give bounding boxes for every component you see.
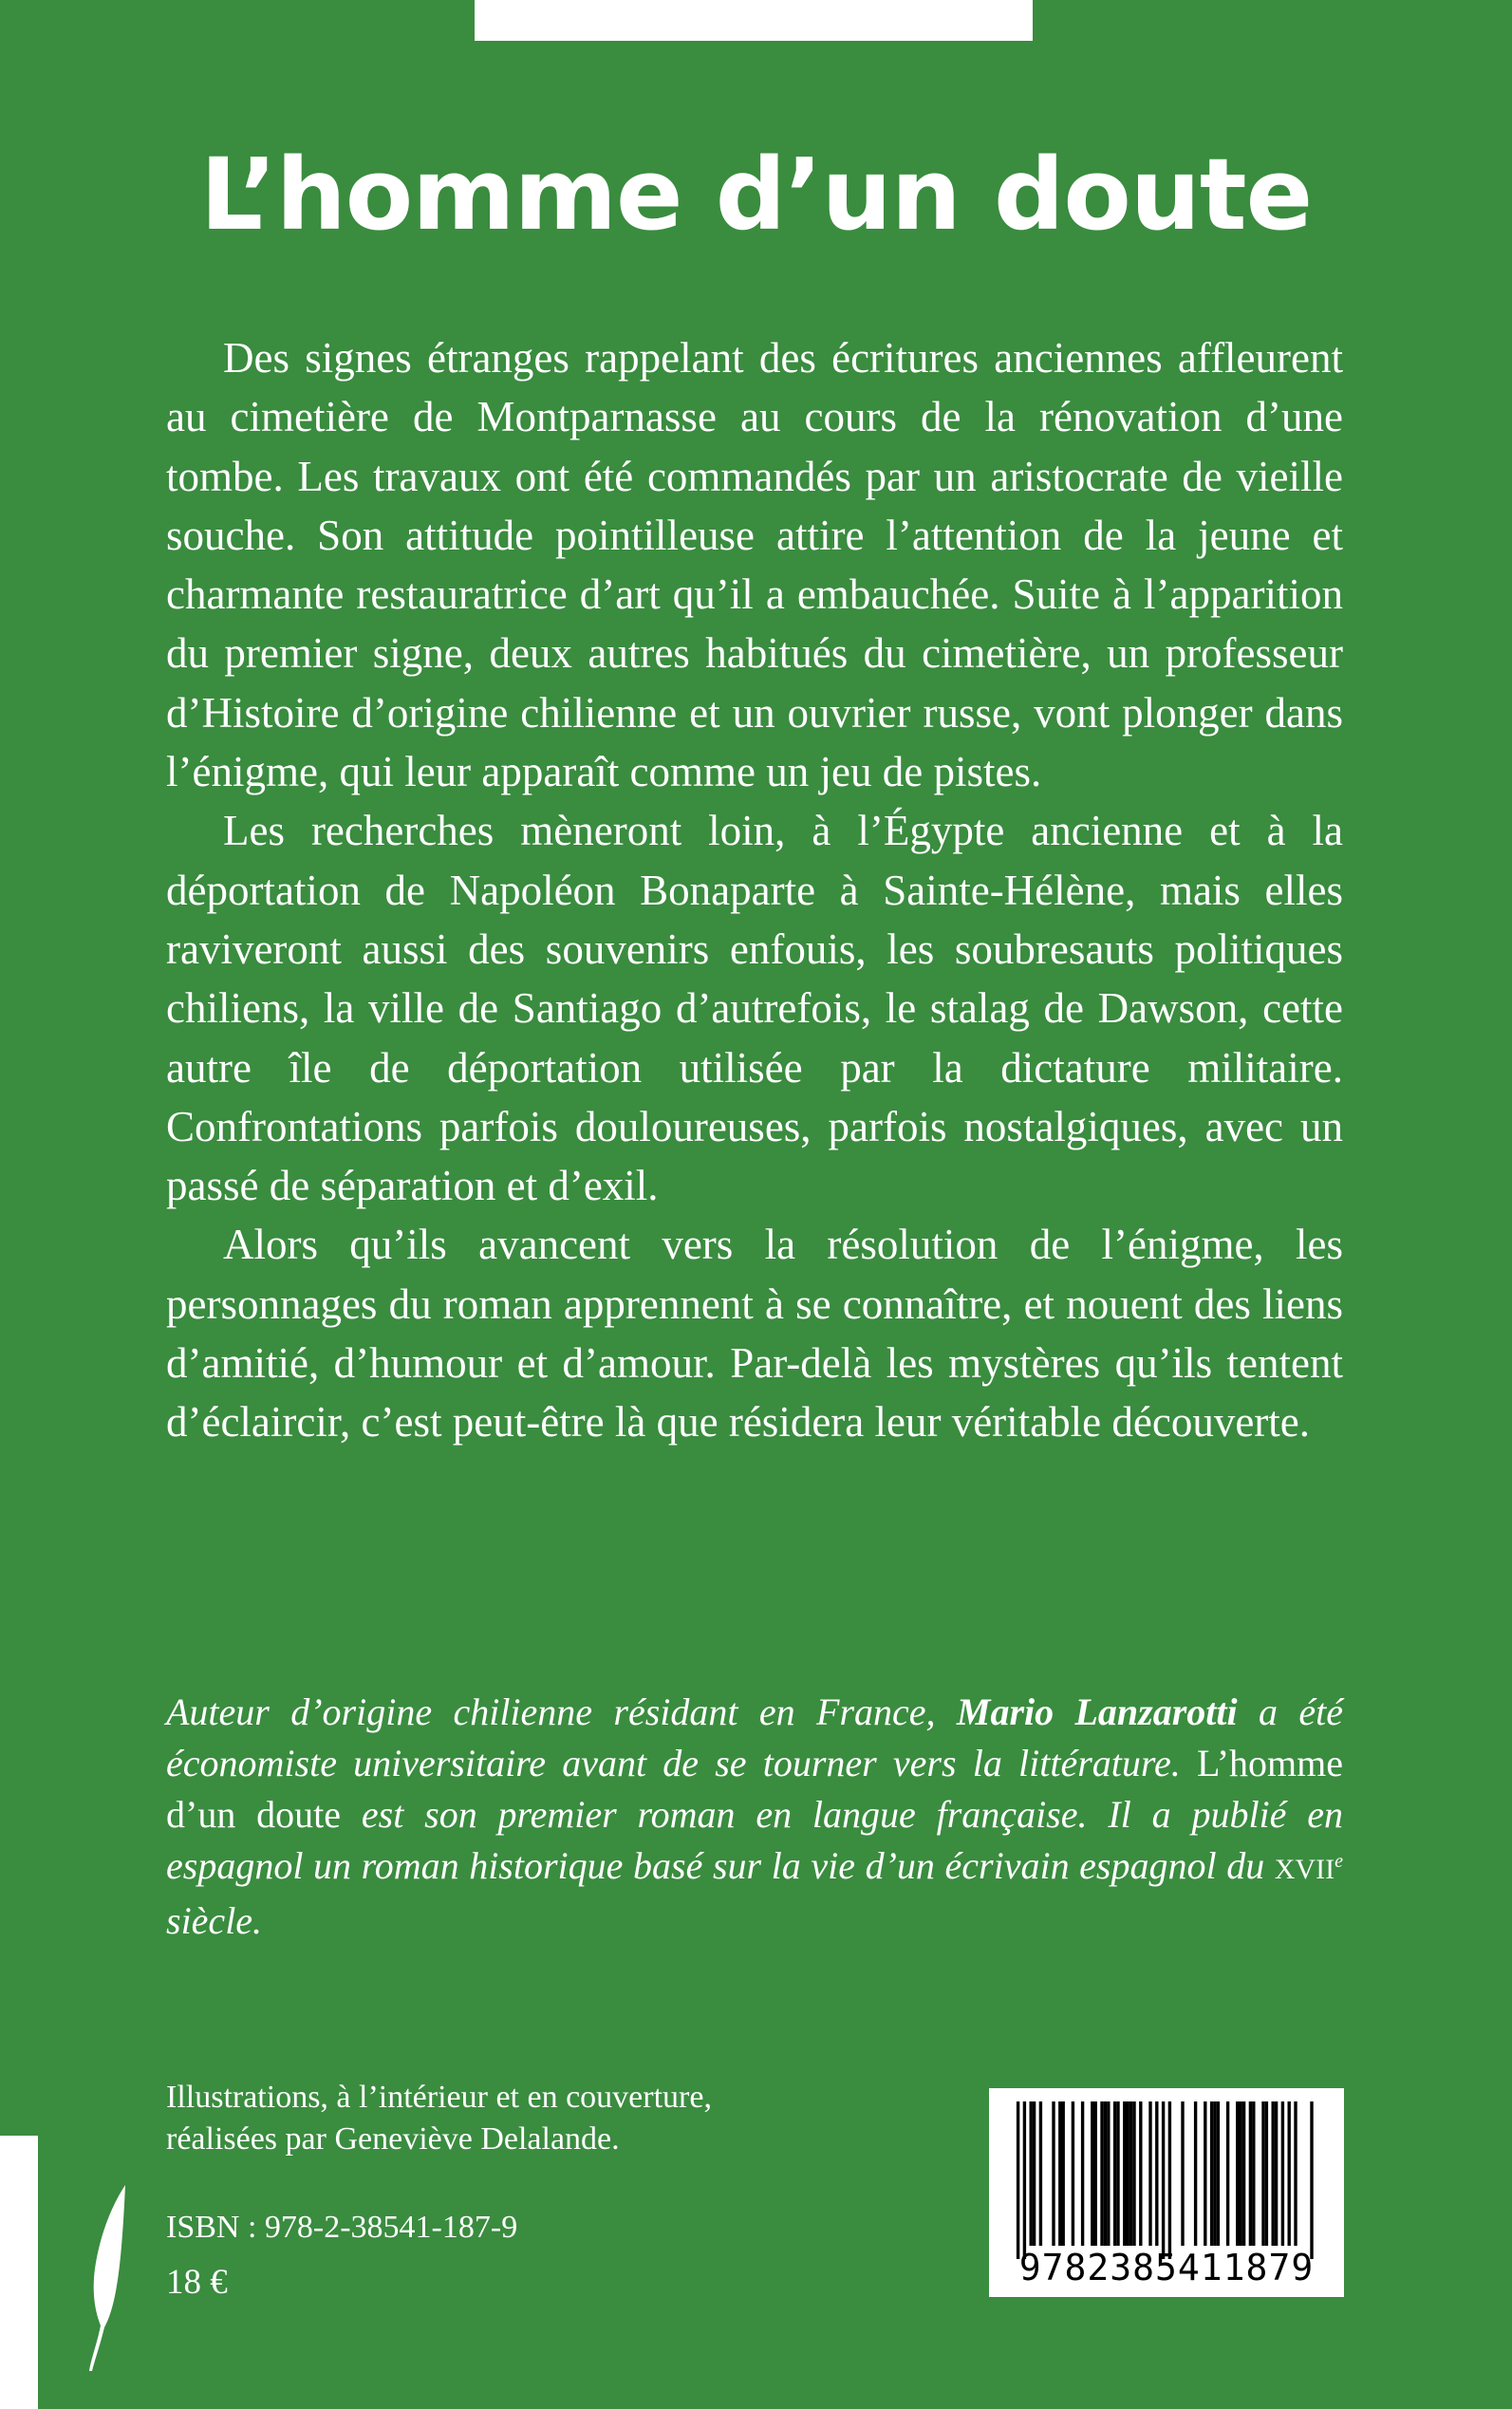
barcode-bar	[1039, 2101, 1042, 2246]
barcode-bar	[1058, 2101, 1061, 2246]
barcode-bar	[1236, 2101, 1239, 2246]
illustration-credits	[166, 2077, 831, 2160]
barcode-bar	[1052, 2101, 1055, 2246]
bio-text: a été économiste universitaire avant de se tourner vers la littérature.	[166, 1690, 1343, 1784]
barcode-bar	[1113, 2101, 1116, 2246]
barcode-bar	[1132, 2101, 1135, 2246]
credits-line: Illustrations, à l’intérieur et en couverture,	[166, 2080, 712, 2115]
bio-text: est son premier roman en langue française. Il a publié en espagnol un roman historique basé sur la vie d’un écrivain espagnol du	[166, 1793, 1344, 1887]
barcode-bar	[1249, 2101, 1252, 2246]
barcode-bar	[1275, 2101, 1278, 2246]
barcode-bar	[1294, 2101, 1297, 2246]
barcode-bar	[1107, 2101, 1110, 2246]
barcode-bar	[1242, 2101, 1245, 2246]
barcode-bar	[1281, 2101, 1284, 2246]
bio-text: Auteur d’origine chilienne résidant en France,	[166, 1690, 957, 1733]
barcode-bar	[1100, 2101, 1103, 2246]
barcode-bar	[1162, 2101, 1165, 2259]
bio-century: XVII	[1274, 1854, 1335, 1885]
barcode-bar	[1261, 2101, 1264, 2246]
barcode-bar	[1033, 2101, 1036, 2246]
bio-century-sup: e	[1335, 1851, 1343, 1872]
barcode-bar	[1023, 2101, 1026, 2259]
barcode-bar	[1062, 2101, 1065, 2246]
summary-paragraph: Des signes étranges rappelant des écritures anciennes affleurent au cimetière de Montparnasse au cours de la rénovation d’une tombe. Les travaux ont été commandés par un aristocrate de vieille souche. Son attitude pointilleuse attire l’attention de la jeune et charmante restauratrice d’art qu’il a embauchée. Suite à l’apparition du premier signe, deux autres habitués du cimetière, un professeur d’Histoire d’origine chilienne et un ouvrier russe, vont plonger dans l’énigme, qui leur apparaît comme un jeu de pistes.	[166, 334, 1343, 796]
barcode-bar	[1240, 2101, 1242, 2246]
barcode-bar	[1213, 2101, 1216, 2246]
author-name: Mario Lanzarotti	[956, 1690, 1238, 1733]
barcode-bar	[1194, 2101, 1197, 2246]
summary-paragraph: Les recherches mèneront loin, à l’Égypte ancienne et à la déportation de Napoléon Bonaparte à Sainte-Hélène, mais elles raviveront aussi des souvenirs enfouis, les soubresauts politiques chiliens, la ville de Santiago d’autrefois, le stalag de Dawson, cette autre île de déportation utilisée par la dictature militaire. Confrontations parfois douloureuses, parfois nostalgiques, avec un passé de séparation et d’exil.	[166, 807, 1343, 1210]
author-bio	[166, 1687, 1343, 1947]
barcode-bar	[1017, 2101, 1019, 2259]
barcode-bar	[1123, 2101, 1126, 2246]
bio-text: siècle.	[166, 1899, 263, 1942]
barcode-bar	[1310, 2101, 1313, 2259]
barcode-digits: 9782385411879	[1018, 2247, 1315, 2288]
barcode-bar	[1091, 2101, 1093, 2246]
barcode-bar	[1210, 2101, 1213, 2246]
feather-icon	[87, 2183, 127, 2373]
credits-line: réalisées par Geneviève Delalande.	[166, 2121, 620, 2157]
barcode-bar	[1129, 2101, 1132, 2246]
barcode-bar	[1139, 2101, 1142, 2246]
barcode-bar	[1265, 2101, 1268, 2246]
barcode-bar	[1252, 2101, 1255, 2246]
barcode-bar	[1030, 2101, 1033, 2246]
barcode-bar	[1155, 2101, 1158, 2246]
left-white-tab	[0, 2136, 38, 2409]
barcode-bar	[1081, 2101, 1084, 2246]
barcode-bar	[1226, 2101, 1229, 2246]
isbn: ISBN : 978-2-38541-187-9	[166, 2210, 518, 2245]
barcode-bar	[1288, 2101, 1291, 2246]
barcode-bar	[1072, 2101, 1074, 2246]
barcode-bar	[1104, 2101, 1107, 2246]
barcode-bar	[1204, 2101, 1206, 2246]
top-white-tab	[475, 0, 1033, 41]
barcode-bar	[1148, 2101, 1151, 2246]
barcode-bar	[1094, 2101, 1097, 2246]
barcode-bar	[1217, 2101, 1220, 2246]
summary	[166, 328, 1343, 1452]
book-title: L’homme d’un doute	[199, 137, 1313, 252]
bio-book-title: L’homme d’un doute	[166, 1742, 1343, 1836]
price: 18 €	[166, 2263, 228, 2302]
barcode	[989, 2088, 1344, 2297]
summary-paragraph: Alors qu’ils avancent vers la résolution de l’énigme, les personnages du roman apprennent à se connaître, et nouent des liens d’amitié, d’humour et d’amour. Par-delà les mystères qu’ils tentent d’éclaircir, c’est peut-être là que résidera leur véritable découverte.	[166, 1221, 1343, 1447]
barcode-bar	[1127, 2101, 1129, 2246]
barcode-bar	[1116, 2101, 1119, 2246]
barcode-bar	[1181, 2101, 1184, 2246]
barcode-bar	[1272, 2101, 1275, 2246]
barcode-bar	[1168, 2101, 1171, 2259]
